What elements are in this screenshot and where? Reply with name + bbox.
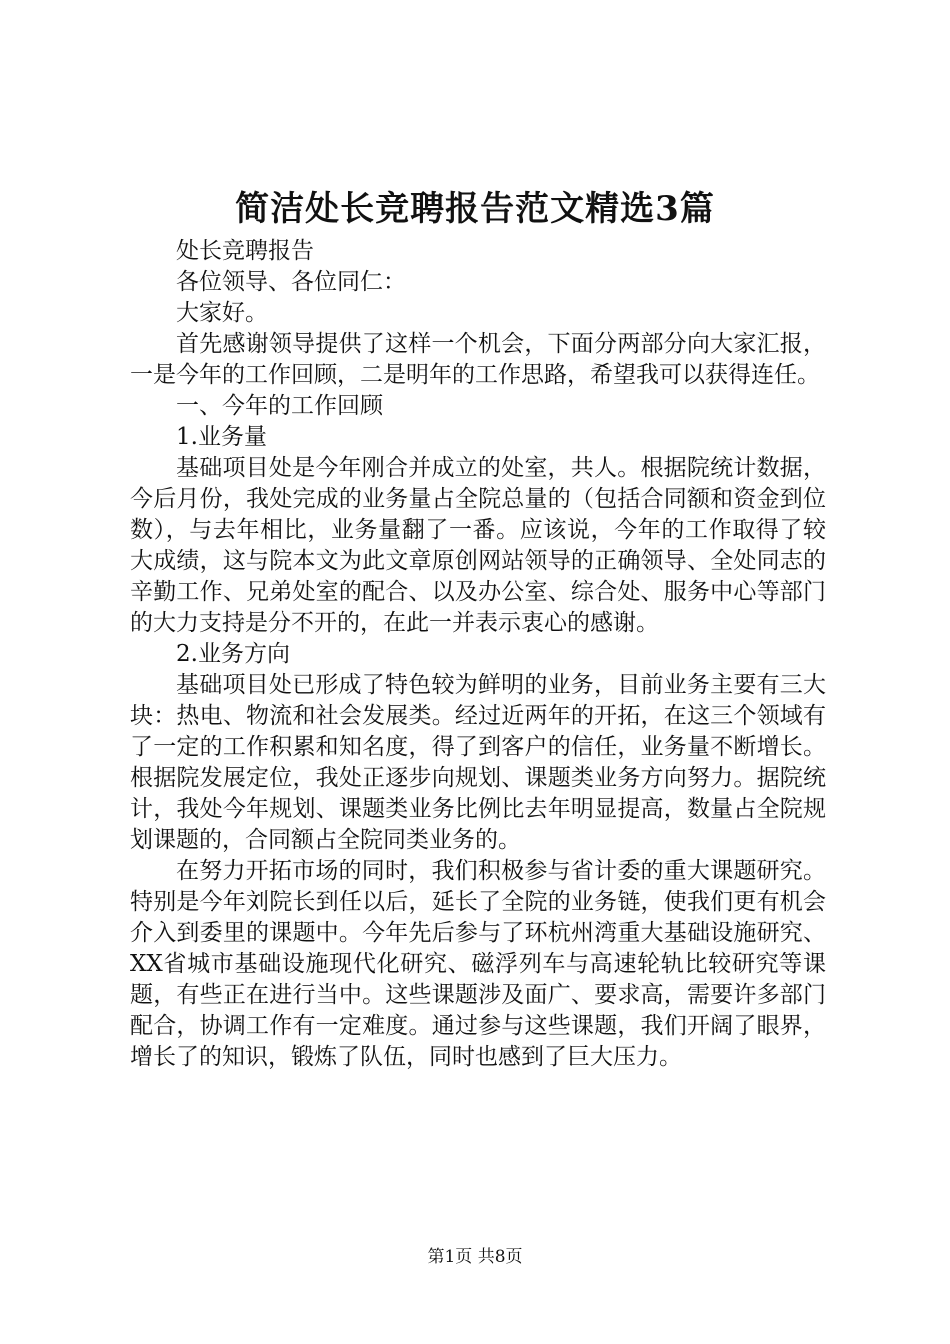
subheading-direction: 2.业务方向 [176, 641, 290, 667]
document-title: 简洁处长竞聘报告范文精选3篇 [235, 189, 715, 229]
subheading-volume: 1.业务量 [176, 424, 267, 450]
paragraph-research: 在努力开拓市场的同时，我们积极参与省计委的重大课题研究。特别是今年刘院长到任以后，延长了全院的业务链，使我们更有机会介入到委里的课题中。今年先后参与了环杭州湾重大基础设施研究、XX省城市基础设施现代化研究、磁浮列车与高速轮轨比较研究等课题，有些正在进行当中。这些课题涉及面广、要求高，需要许多部门配合，协调工作有一定难度。通过参与这些课题，我们开阔了眼界，增长了的知识，锻炼了队伍，同时也感到了巨大压力。 [130, 858, 826, 1070]
paragraph-direction: 基础项目处已形成了特色较为鲜明的业务，目前业务主要有三大块：热电、物流和社会发展类。经过近两年的开拓，在这三个领域有了一定的工作积累和知名度，得了到客户的信任，业务量不断增长。根据院发展定位，我处正逐步向规划、课题类业务方向努力。据院统计，我处今年规划、课题类业务比例比去年明显提高，数量占全院规划课题的，合同额占全院同类业务的。 [130, 672, 826, 853]
paragraph-volume: 基础项目处是今年刚合并成立的处室，共人。根据院统计数据，今后月份，我处完成的业务量占全院总量的（包括合同额和资金到位数），与去年相比，业务量翻了一番。应该说，今年的工作取得了较大成绩，这与院本文为此文章原创网站领导的正确领导、全处同志的辛勤工作、兄弟处室的配合、以及办公室、综合处、服务中心等部门的大力支持是分不开的，在此一并表示衷心的感谢。 [130, 455, 826, 636]
paragraph-heading: 处长竞聘报告 [176, 238, 314, 264]
page-footer: 第1页 共8页 [427, 1247, 523, 1267]
paragraph-greeting: 大家好。 [176, 300, 268, 326]
paragraph-salutation: 各位领导、各位同仁： [176, 269, 406, 295]
document-body [130, 236, 826, 1073]
section-heading-review: 一、今年的工作回顾 [176, 393, 383, 419]
paragraph-intro: 首先感谢领导提供了这样一个机会，下面分两部分向大家汇报，一是今年的工作回顾，二是明年的工作思路，希望我可以获得连任。 [130, 331, 826, 388]
